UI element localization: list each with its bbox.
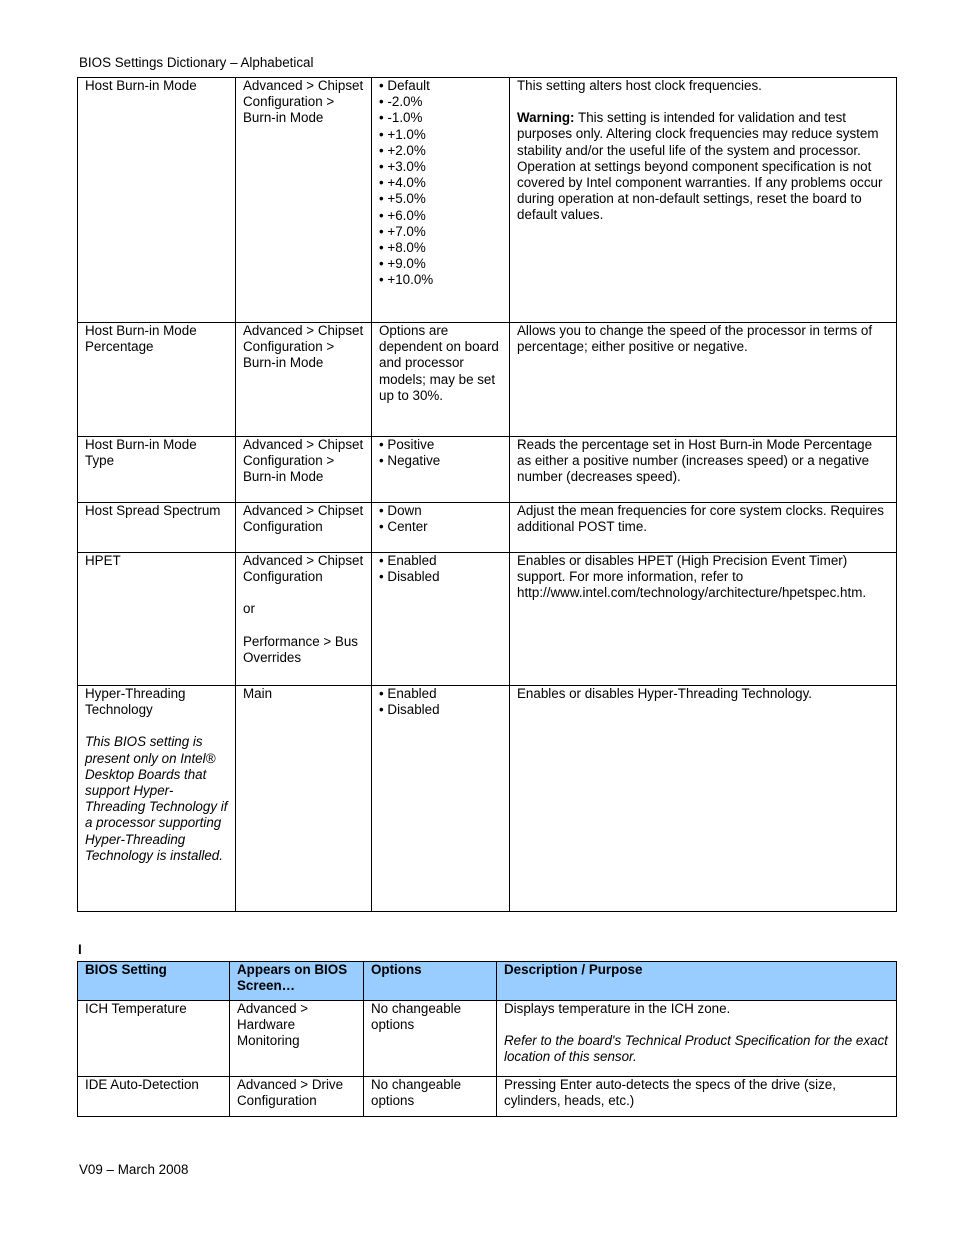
or-separator: or — [243, 601, 255, 617]
setting-cell — [78, 686, 236, 912]
description-cell: Pressing Enter auto-detects the specs of the drive (size, cylinders, heads, etc.) — [497, 1077, 897, 1117]
options-cell — [372, 553, 510, 686]
setting-name: Hyper-Threading Technology — [85, 686, 186, 718]
option-item: • +4.0% — [379, 175, 426, 191]
option-item: • -1.0% — [379, 110, 423, 126]
description-cell — [497, 1001, 897, 1077]
table-header-row — [78, 962, 897, 1001]
option-item: • Down — [379, 503, 422, 518]
bios-screen-path: Advanced > Hardware Monitoring — [230, 1001, 364, 1077]
options-cell: Options are dependent on board and processor models; may be set up to 30%. — [372, 323, 510, 437]
description-text: Displays temperature in the ICH zone. — [504, 1001, 731, 1016]
description-cell: Enables or disables HPET (High Precision Event Timer) support. For more information, refer to http://www.intel.com/technology/architecture/hpetspec.htm. — [510, 553, 897, 686]
option-item: • Center — [379, 519, 428, 535]
setting-name: Host Burn-in Mode — [78, 78, 236, 323]
options-cell: No changeable options — [364, 1077, 497, 1117]
option-item: • Negative — [379, 453, 441, 469]
option-item: • +5.0% — [379, 191, 426, 207]
table-row — [78, 503, 897, 553]
option-item: • Positive — [379, 437, 435, 452]
settings-table-i — [77, 961, 897, 1117]
warning-paragraph — [517, 110, 889, 223]
option-item: • +8.0% — [379, 240, 426, 256]
option-item: • +2.0% — [379, 142, 426, 158]
option-item: • Disabled — [379, 569, 440, 585]
table-row — [78, 1077, 897, 1117]
setting-name: Host Burn-in Mode Type — [78, 437, 236, 503]
description-cell: Reads the percentage set in Host Burn-in Mode Percentage as either a positive number (increases speed) or a negative number (decreases speed). — [510, 437, 897, 503]
option-item: • +7.0% — [379, 223, 426, 239]
table-row — [78, 686, 897, 912]
option-item: • Enabled — [379, 686, 437, 701]
option-item: • Disabled — [379, 702, 440, 718]
bios-screen-path: Advanced > Chipset Configuration > Burn-in Mode — [236, 323, 372, 437]
table-row — [78, 1001, 897, 1077]
settings-table-h — [77, 77, 897, 912]
warning-text: This setting is intended for validation and test purposes only. Altering clock frequencies may reduce system stability and/or the useful life of the system and processor. Operation at settings beyond component specification is not covered by Intel component warranties. If any problems occur during operation at non-default settings, reset the board to default values. — [517, 110, 883, 223]
column-header: Options — [364, 962, 497, 1001]
option-item: • Default — [379, 78, 430, 93]
warning-label: Warning: — [517, 110, 575, 126]
options-cell — [372, 503, 510, 553]
table-row — [78, 78, 897, 323]
bios-screen-path: Main — [236, 686, 372, 912]
setting-name: ICH Temperature — [78, 1001, 230, 1077]
option-item: • +10.0% — [379, 272, 434, 288]
setting-note: This BIOS setting is present only on Intel® Desktop Boards that support Hyper-Threading Technology if a processor supporting Hyper-Threading Technology is installed. — [85, 734, 228, 863]
options-cell: No changeable options — [364, 1001, 497, 1077]
setting-name: IDE Auto-Detection — [78, 1077, 230, 1117]
bios-screen-path: Advanced > Chipset Configuration > Burn-in Mode — [236, 78, 372, 323]
table-row — [78, 553, 897, 686]
bios-screen-cell — [236, 553, 372, 686]
option-item: • Enabled — [379, 553, 437, 568]
options-cell — [372, 686, 510, 912]
options-cell — [372, 437, 510, 503]
description-text: This setting alters host clock frequencies. — [517, 78, 762, 93]
column-header: Appears on BIOS Screen… — [230, 962, 364, 1001]
bios-screen-path-alt: Performance > Bus Overrides — [243, 633, 358, 665]
column-header: Description / Purpose — [497, 962, 897, 1001]
setting-name: HPET — [78, 553, 236, 686]
option-item: • +6.0% — [379, 207, 426, 223]
bios-screen-path: Advanced > Chipset Configuration — [236, 503, 372, 553]
description-cell — [510, 78, 897, 323]
bios-screen-path: Advanced > Chipset Configuration > Burn-in Mode — [236, 437, 372, 503]
description-cell: Enables or disables Hyper-Threading Technology. — [510, 686, 897, 912]
option-item: • +1.0% — [379, 126, 426, 142]
table-row — [78, 323, 897, 437]
option-item: • +9.0% — [379, 256, 426, 272]
description-note: Refer to the board's Technical Product Specification for the exact location of this sensor. — [504, 1033, 888, 1065]
setting-name: Host Burn-in Mode Percentage — [78, 323, 236, 437]
page-footer: V09 – March 2008 — [79, 1162, 189, 1177]
options-cell — [372, 78, 510, 323]
option-item: • +3.0% — [379, 159, 426, 175]
option-item: • -2.0% — [379, 94, 423, 110]
setting-name: Host Spread Spectrum — [78, 503, 236, 553]
column-header: BIOS Setting — [78, 962, 230, 1001]
table-row — [78, 437, 897, 503]
section-letter: I — [78, 942, 82, 957]
bios-screen-path: Advanced > Chipset Configuration — [243, 553, 364, 585]
page-header: BIOS Settings Dictionary – Alphabetical — [79, 55, 314, 70]
description-cell: Adjust the mean frequencies for core system clocks. Requires additional POST time. — [510, 503, 897, 553]
bios-screen-path: Advanced > Drive Configuration — [230, 1077, 364, 1117]
description-cell: Allows you to change the speed of the processor in terms of percentage; either positive or negative. — [510, 323, 897, 437]
